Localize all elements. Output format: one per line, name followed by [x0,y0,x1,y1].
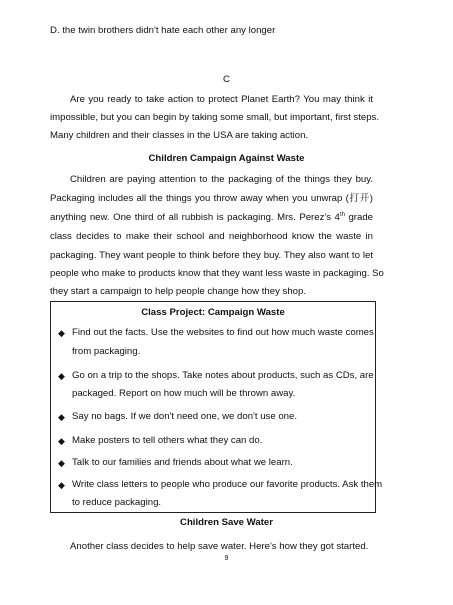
project-item-1-line-2: from packaging. [72,346,141,357]
para1-line-4: class decides to make their school and neighborhood know the waste in [50,231,373,242]
project-item-5: Talk to our families and friends about what we learn. [72,457,293,468]
section-letter: C [223,74,230,85]
para1-line-1: Children are paying attention to the packaging of the things they buy. [70,174,373,185]
diamond-bullet-icon: ◆ [58,328,65,338]
project-item-2-line-1: Go on a trip to the shops. Take notes about products, such as CDs, are [72,370,374,381]
diamond-bullet-icon: ◆ [58,436,65,446]
diamond-bullet-icon: ◆ [58,371,65,381]
para1-line-2: Packaging includes all the things you throw away when you unwrap (打开) [50,193,373,204]
heading-campaign-against-waste: Children Campaign Against Waste [148,153,305,164]
diamond-bullet-icon: ◆ [58,412,65,422]
para1-line-6: people who make to products know that they want less waste in packaging. So [50,268,384,279]
project-item-2-line-2: packaged. Report on how much will be thrown away. [72,388,296,399]
para1-line-3 [50,212,373,224]
ordinal-suffix: th [339,211,345,218]
intro-line-1: Are you ready to take action to protect Planet Earth? You may think it [70,94,373,105]
para1-line-7: they start a campaign to help people change how they shop. [50,286,307,297]
diamond-bullet-icon: ◆ [58,458,65,468]
diamond-bullet-icon: ◆ [58,480,65,490]
project-item-1-line-1: Find out the facts. Use the websites to find out how much waste comes [72,327,374,338]
para1-line-3-tail: grade [344,212,374,223]
class-project-title: Class Project: Campaign Waste [141,307,285,318]
project-item-6-line-2: to reduce packaging. [72,497,162,508]
project-item-6-line-1: Write class letters to people who produce our favorite products. Ask them [72,479,383,490]
project-item-4: Make posters to tell others what they can do. [72,435,263,446]
para2: Another class decides to help save water. Here's how they got started. [70,541,369,552]
para1-line-5: packaging. They want people to think before they buy. They also want to let [50,250,373,261]
heading-save-water: Children Save Water [180,517,273,528]
page-number: 9 [224,555,229,562]
intro-line-2: impossible, but you can begin by taking some small, but important, first steps. [50,112,380,123]
para1-line-3-text: anything new. One third of all rubbish is packaging. Mrs. Perez's 4 [50,212,340,223]
intro-line-3: Many children and their classes in the USA are taking action. [50,130,309,141]
answer-option-d: D. the twin brothers didn't hate each other any longer [50,25,276,36]
project-item-3: Say no bags. If we don't need one, we don't use one. [72,411,298,422]
